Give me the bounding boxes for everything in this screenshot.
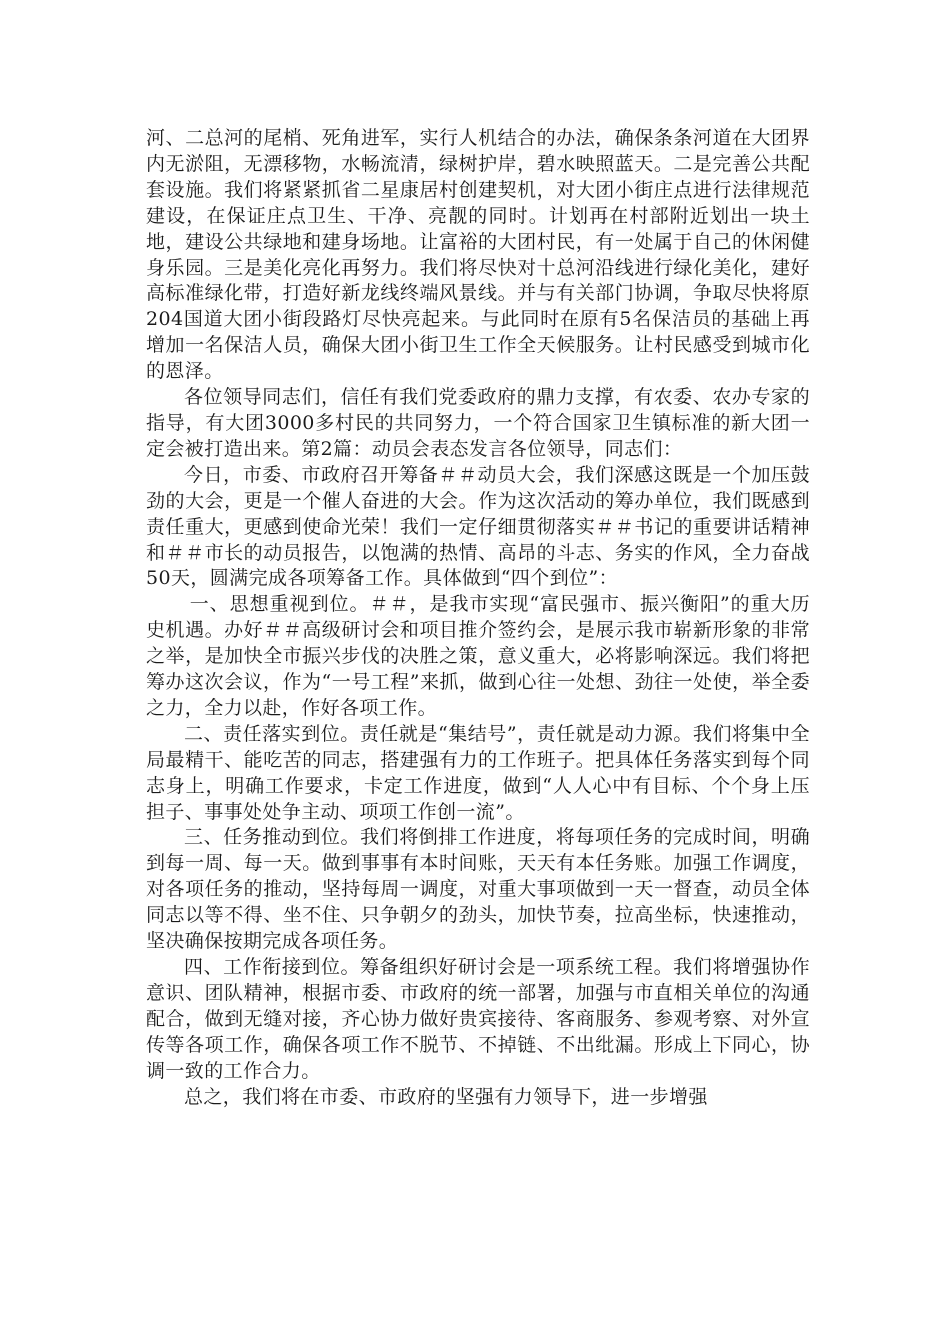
paragraph-mobilization-meeting: 今日，市委、市政府召开筹备＃＃动员大会，我们深感这既是一个加压鼓劲的大会，更是一个催人奋进的大会。作为这次活动的筹办单位，我们既感到责任重大，更感到使命光荣！我们一定仔细贯彻落实＃＃书记的重要讲话精神和＃＃市长的动员报告，以饱满的热情、高昂的斗志、务实的作风，全力奋战50天，圆满完成各项筹备工作。具体做到“四个到位”：: [146, 463, 810, 590]
paragraph-point-one: 一、思想重视到位。＃＃，是我市实现“富民强市、振兴衡阳”的重大历史机遇。办好＃＃高级研讨会和项目推介签约会，是展示我市崭新形象的非常之举，是加快全市振兴步伐的决胜之策，意义重大，必将影响深远。我们将把筹办这次会议，作为“一号工程”来抓，做到心往一处想、劲往一处使，举全委之力，全力以赴，作好各项工作。: [146, 593, 810, 719]
paragraph-leaders-closing: 各位领导同志们，信任有我们党委政府的鼎力支撑，有农委、农办专家的指导，有大团3000多村民的共同努力，一个符合国家卫生镇标准的新大团一定会被打造出来。第2篇：动员会表态发言各位领导，同志们：: [146, 386, 810, 460]
paragraph-point-three: 三、任务推动到位。我们将倒排工作进度，将每项任务的完成时间，明确到每一周、每一天。做到事事有本时间账，天天有本任务账。加强工作调度，对各项任务的推动，坚持每周一调度，对重大事项做到一天一督查，动员全体同志以等不得、坐不住、只争朝夕的劲头，加快节奏，拉高坐标，快速推动，坚决确保按期完成各项任务。: [146, 826, 810, 953]
paragraph-point-four: 四、工作衔接到位。筹备组织好研讨会是一项系统工程。我们将增强协作意识、团队精神，根据市委、市政府的统一部署，加强与市直相关单位的沟通配合，做到无缝对接，齐心协力做好贵宾接待、客商服务、参观考察、对外宣传等各项工作，确保各项工作不脱节、不掉链、不出纰漏。形成上下同心，协调一致的工作合力。: [146, 956, 810, 1082]
document-body: [146, 126, 810, 1110]
paragraph-point-two: 二、责任落实到位。责任就是“集结号”，责任就是动力源。我们将集中全局最精干、能吃苦的同志，搭建强有力的工作班子。把具体任务落实到每个同志身上，明确工作要求，卡定工作进度，做到“人人心中有目标、个个身上压担子、事事处处争主动、项项工作创一流”。: [146, 722, 810, 823]
paragraph-river-and-facilities: 河、二总河的尾梢、死角进军，实行人机结合的办法，确保条条河道在大团界内无淤阻，无漂移物，水畅流清，绿树护岸，碧水映照蓝天。二是完善公共配套设施。我们将紧紧抓省二星康居村创建契机，对大团小街庄点进行法律规范建设，在保证庄点卫生、干净、亮靓的同时。计划再在村部附近划出一块土地，建设公共绿地和建身场地。让富裕的大团村民，有一处属于自己的休闲健身乐园。三是美化亮化再努力。我们将尽快对十总河沿线进行绿化美化，建好高标准绿化带，打造好新龙线终端风景线。并与有关部门协调，争取尽快将原204国道大团小街段路灯尽快亮起来。与此同时在原有5名保洁员的基础上再增加一名保洁人员，确保大团小街卫生工作全天候服务。让村民感受到城市化的恩泽。: [146, 127, 810, 383]
paragraph-conclusion: 总之，我们将在市委、市政府的坚强有力领导下，进一步增强: [184, 1085, 708, 1108]
